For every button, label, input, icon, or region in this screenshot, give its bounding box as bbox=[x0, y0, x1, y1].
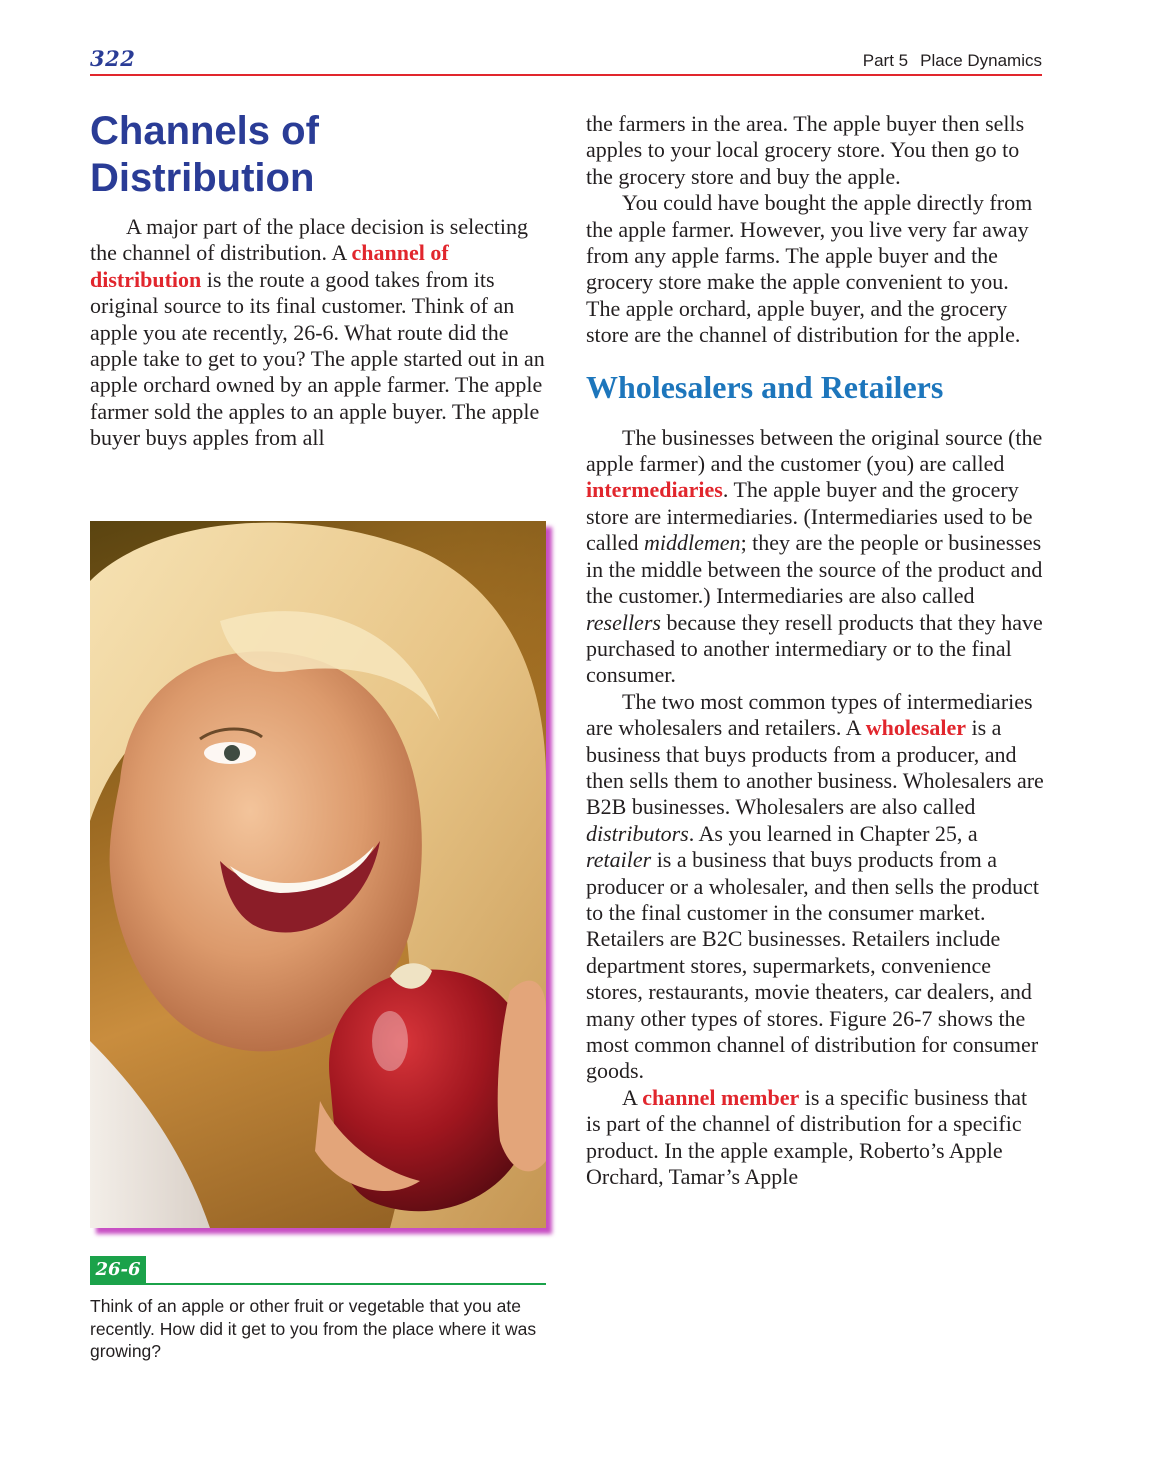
shirt-shape bbox=[90, 1041, 210, 1228]
paragraph-intro bbox=[90, 214, 548, 452]
text-run: . The apple buyer and the grocery store are intermediaries. (Intermediaries used to be called bbox=[586, 477, 1033, 556]
paragraph-channel-member bbox=[586, 1085, 1044, 1191]
text-run: is the route a good takes from its original source to its final customer. Think of an apple you ate recently, 26-6. What route did the apple take to get to you? The apple started out in an apple orchard owned by an apple farmer. The apple farmer sold the apples to an apple buyer. The apple buyer buys apples from all bbox=[90, 266, 545, 451]
paragraph-direct-purchase: You could have bought the apple directly from the apple farmer. However, you live very far away from any apple farms. The apple buyer and the grocery store make the apple convenient to you. The apple orchard, apple buyer, and the grocery store are the channel of distribution for the apple. bbox=[586, 190, 1033, 348]
paragraph-wholesalers bbox=[586, 689, 1044, 1085]
key-term-channel-of-distribution: channel of distribution bbox=[90, 240, 449, 292]
left-column bbox=[90, 214, 548, 452]
text-run: . As you learned in Chapter 25, a bbox=[688, 820, 978, 846]
figure-caption: Think of an apple or other fruit or vegetable that you ate recently. How did it get to you from the place where it was growing? bbox=[90, 1296, 537, 1361]
text-run: A bbox=[622, 1084, 643, 1110]
key-term-channel-member: channel member bbox=[642, 1084, 800, 1110]
right-column bbox=[586, 111, 1044, 1190]
section-title-line2: Distribution bbox=[90, 156, 315, 200]
italic-term-resellers: resellers bbox=[586, 609, 661, 635]
text-run: ; they are the people or businesses in the middle between the source of the product and the customer.) Intermediaries are also called bbox=[586, 530, 1043, 609]
key-term-wholesaler: wholesaler bbox=[865, 715, 966, 741]
text-run: is a business that buys products from a producer or a wholesaler, and then sells the product to the final customer in the consumer market. Retailers are B2C businesses. Retailers include department stores, supermarkets, convenience stores, restaurants, movie theaters, car dealers, and many other types of stores. Figure 26-7 shows the most common channel of distribution for consumer goods. bbox=[586, 847, 1040, 1084]
photo-woman-eating-apple bbox=[90, 521, 546, 1228]
italic-term-distributors: distributors bbox=[586, 820, 689, 846]
figure-label: 26-6 bbox=[90, 1256, 146, 1284]
section-heading-wholesalers-retailers: Wholesalers and Retailers bbox=[586, 368, 944, 405]
paragraph-continued: the farmers in the area. The apple buyer then sells apples to your local grocery store. You then go to the grocery store and buy the apple. bbox=[586, 111, 1025, 189]
text-run: The businesses between the original source (the apple farmer) and the customer (you) are called bbox=[586, 424, 1043, 477]
text-run: The two most common types of intermediaries are wholesalers and retailers. A bbox=[586, 688, 1033, 741]
italic-term-retailer: retailer bbox=[586, 847, 652, 873]
text-run: is a business that buys products from a producer, and then sells them to another business. Wholesalers are B2B businesses. Wholesalers are also called bbox=[586, 715, 1044, 820]
running-head bbox=[863, 51, 1042, 71]
photo-illustration bbox=[90, 521, 546, 1228]
paragraph-intermediaries bbox=[586, 425, 1044, 689]
section-title bbox=[90, 108, 548, 202]
text-run: is a specific business that is part of the channel of distribution for a specific product. In the apple example, Roberto’s Apple Orchard, Tamar’s Apple bbox=[586, 1084, 1028, 1190]
text-run: A major part of the place decision is selecting the channel of distribution. A bbox=[90, 214, 528, 266]
italic-term-middlemen: middlemen bbox=[644, 530, 741, 556]
header-rule bbox=[90, 74, 1042, 76]
part-title: Place Dynamics bbox=[920, 51, 1042, 70]
apple-highlight-shape bbox=[372, 1011, 408, 1071]
figure-photo bbox=[90, 521, 546, 1228]
key-term-intermediaries: intermediaries bbox=[586, 477, 723, 503]
part-label: Part 5 bbox=[862, 51, 909, 70]
left-iris-shape bbox=[224, 745, 240, 761]
figure-rule bbox=[90, 1283, 546, 1285]
section-title-line1: Channels of bbox=[90, 109, 319, 153]
page-number: 322 bbox=[90, 46, 136, 71]
text-run: because they resell products that they have purchased to another intermediary or to the final consumer. bbox=[586, 609, 1043, 688]
